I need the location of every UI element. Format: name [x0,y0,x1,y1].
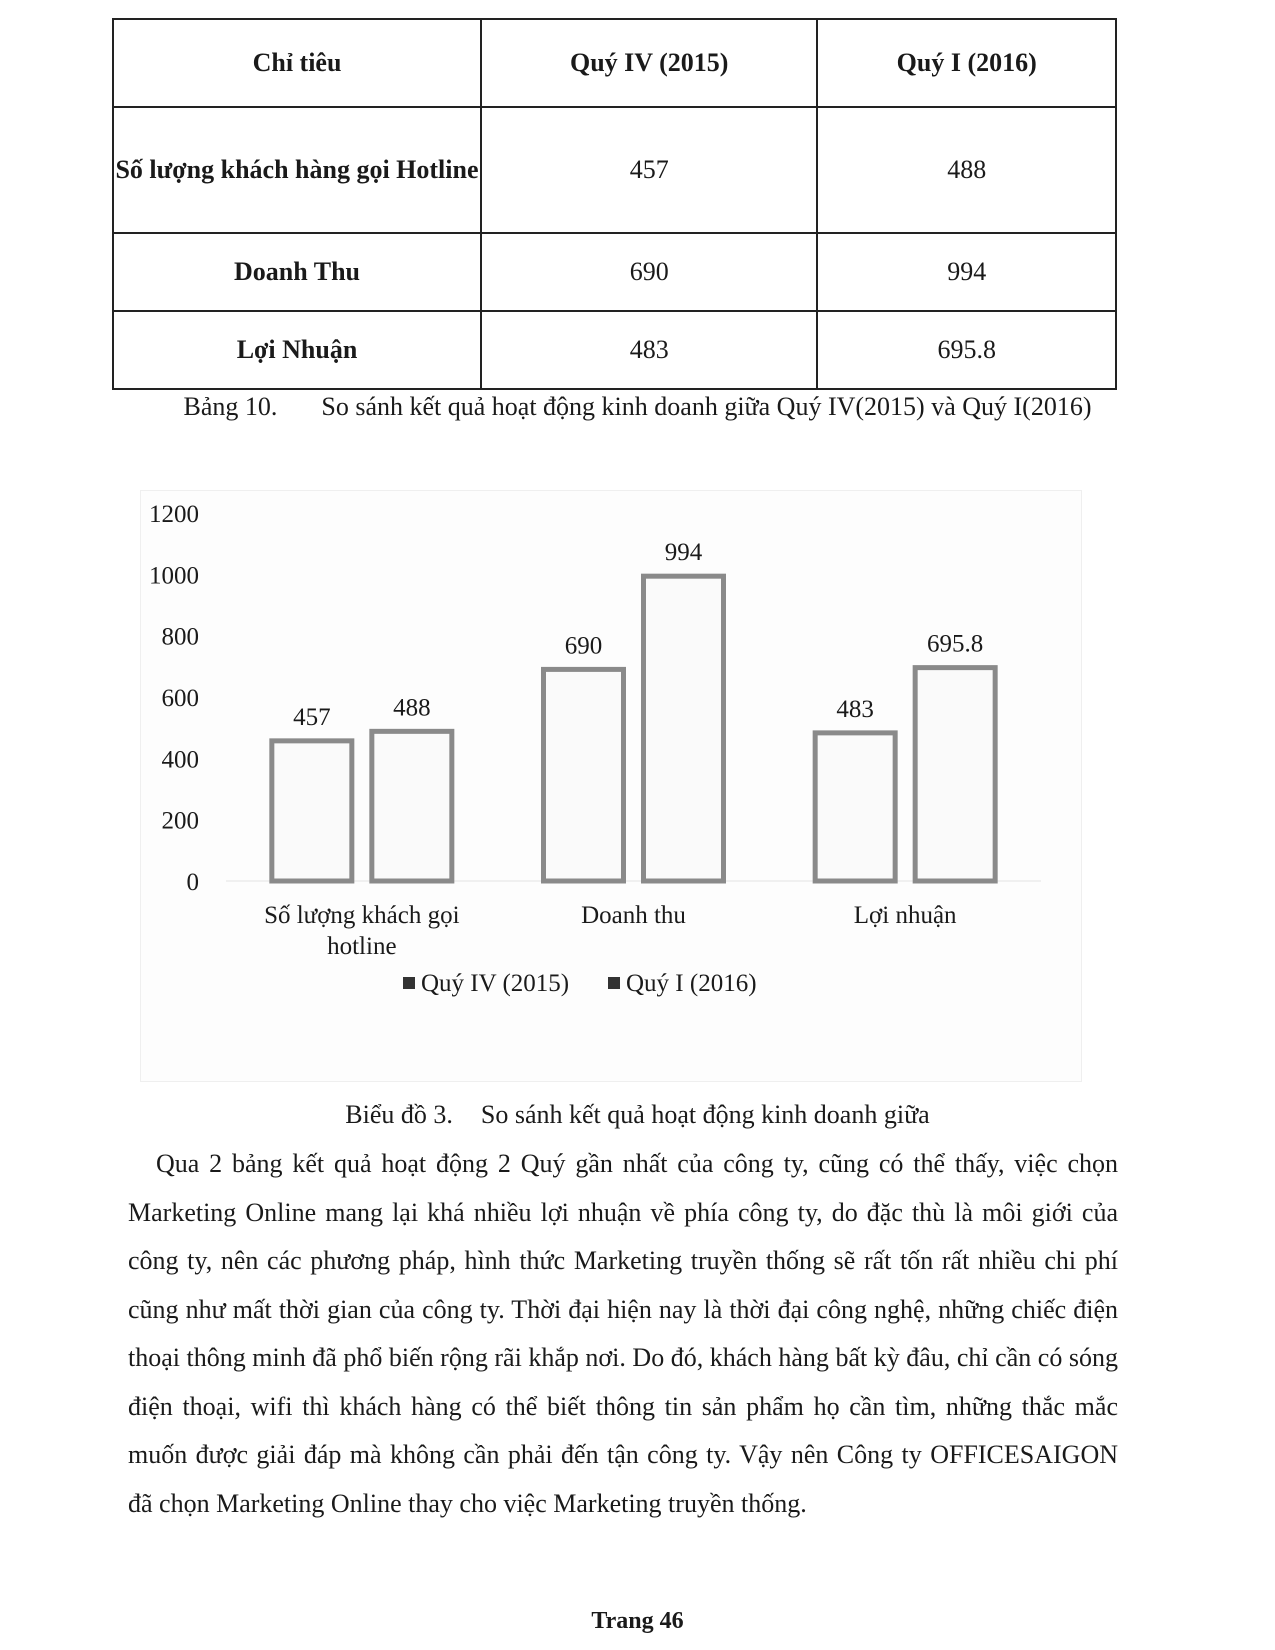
cell-q1-2016: 695.8 [817,311,1116,389]
y-tick-label: 600 [161,685,199,712]
table-caption-text: So sánh kết quả hoạt động kinh doanh giữa Quý IV(2015) và Quý I(2016) [321,392,1092,421]
bar-data-label: 457 [293,703,331,731]
bar-chart [140,490,1082,1082]
y-tick-label: 1200 [149,501,199,528]
legend-label: Quý I (2016) [626,970,757,997]
x-category-label: Doanh thu [581,902,686,929]
chart-caption-number: Biểu đồ 3. [345,1100,453,1129]
bar [644,576,724,881]
header-q1-2016: Quý I (2016) [817,19,1116,107]
x-category-label: hotline [327,933,397,960]
bar [272,741,352,881]
y-tick-label: 800 [161,623,199,651]
cell-q4-2015: 483 [481,311,817,389]
legend-marker [403,977,415,989]
chart-caption [0,1090,1275,1140]
legend-label: Quý IV (2015) [421,970,570,997]
bar-data-label: 488 [393,694,431,722]
cell-q4-2015: 690 [481,233,817,311]
table-header-row [113,19,1116,107]
cell-q1-2016: 994 [817,233,1116,311]
table-row [113,233,1116,311]
body-paragraph: Qua 2 bảng kết quả hoạt động 2 Quý gần nhất của công ty, cũng có thể thấy, việc chọn Marketing Online mang lại khá nhiều lợi nhuận về phía công ty, do đặc thù là môi giới của công ty, nên các phương pháp, hình thức Marketing truyền thống sẽ rất tốn rất nhiều chi phí cũng như mất thời gian của công ty. Thời đại hiện nay là thời đại công nghệ, những chiếc điện thoại thông minh đã phổ biến rộng rãi khắp nơi. Do đó, khách hàng bất kỳ đâu, chỉ cần có sóng điện thoại, wifi thì khách hàng có thể biết thông tin sản phẩm họ cần tìm, những thắc mắc muốn được giải đáp mà không cần phải đến tận công ty. Vậy nên Công ty OFFICESAIGON đã chọn Marketing Online thay cho việc Marketing truyền thống. [128,1149,1118,1518]
body-text [128,1140,1118,1528]
y-tick-label: 400 [161,746,199,774]
bar [815,733,895,881]
cell-q1-2016: 488 [817,107,1116,233]
bar-chart-svg [141,491,1081,1081]
row-label: Lợi Nhuận [113,311,481,389]
table-caption [0,382,1275,432]
bar [544,669,624,881]
y-tick-label: 0 [186,869,199,896]
legend-marker [608,977,620,989]
comparison-table [112,18,1117,390]
row-label: Số lượng khách hàng gọi Hotline [113,107,481,233]
row-label: Doanh Thu [113,233,481,311]
chart-caption-text: So sánh kết quả hoạt động kinh doanh giữa [480,1100,930,1129]
table-row [113,107,1116,233]
table-caption-number: Bảng 10. [183,392,278,421]
x-category-label: Số lượng khách gọi [264,902,460,929]
bar-data-label: 690 [564,632,603,660]
header-q4-2015: Quý IV (2015) [481,19,817,107]
bar [915,668,995,881]
bar-data-label: 994 [664,539,703,567]
x-category-label: Lợi nhuận [853,902,957,929]
cell-q4-2015: 457 [481,107,817,233]
bar-data-label: 695.8 [927,630,984,658]
page-number: Trang 46 [591,1608,684,1634]
y-tick-label: 1000 [149,562,199,590]
bar-data-label: 483 [836,695,874,723]
y-tick-label: 200 [161,807,199,835]
bar [372,731,452,881]
header-indicator: Chỉ tiêu [113,19,481,107]
table-row [113,311,1116,389]
